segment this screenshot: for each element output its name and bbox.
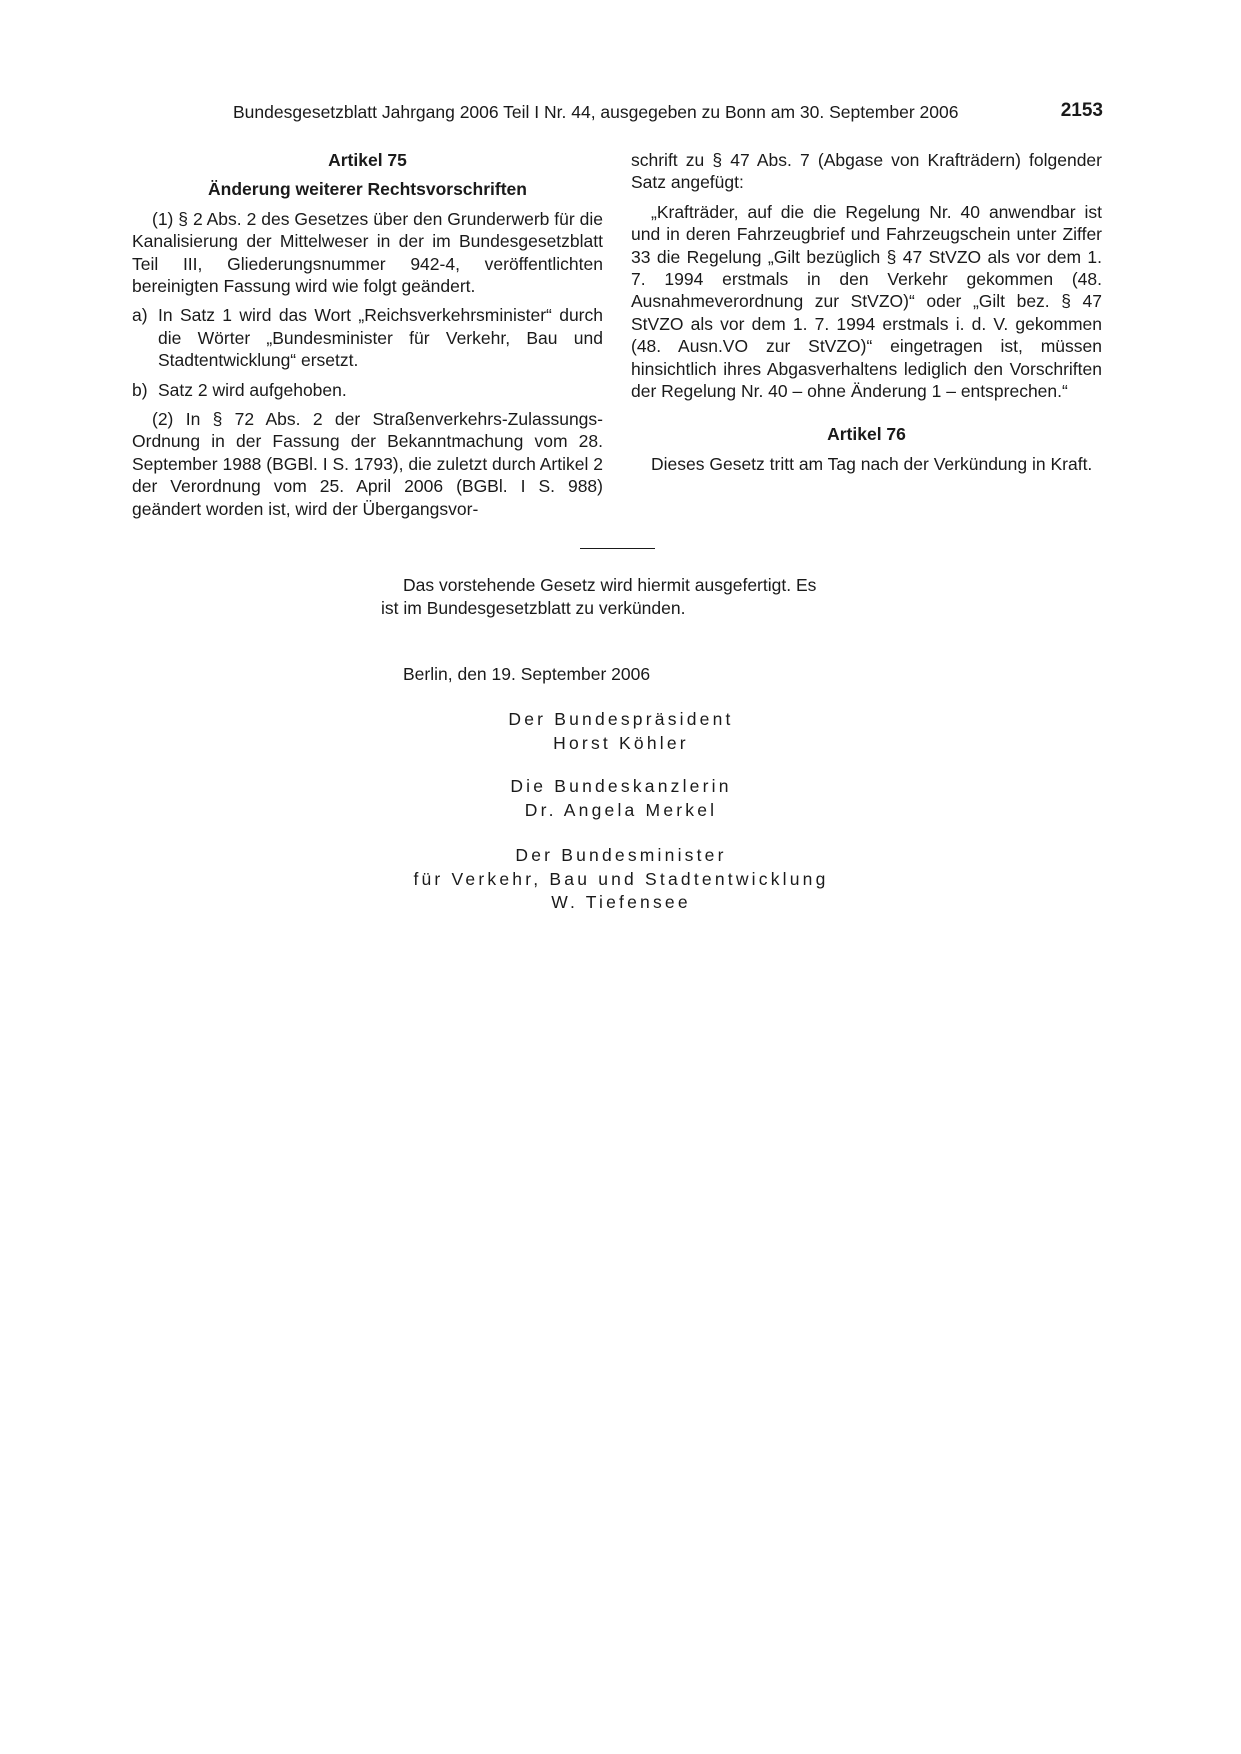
minister-portfolio: für Verkehr, Bau und Stadtentwicklung: [413, 868, 829, 889]
minister-title: Der Bundesminister: [515, 845, 727, 865]
article-75-paragraph-2: (2) In § 72 Abs. 2 der Straßenverkehrs-Zulassungs-Ordnung in der Fassung der Bekanntmachung vom 28. September 1988 (BGBl. I S. 1793), die zuletzt durch Artikel 2 der Verordnung vom 25. April 2006 (BGBl. I S. 988) geändert worden ist, wird der Übergangsvor-: [132, 409, 603, 519]
list-text-b: Satz 2 wird aufgehoben.: [158, 379, 347, 400]
chancellor-name: Dr. Angela Merkel: [524, 799, 718, 820]
article-75-paragraph-1: (1) § 2 Abs. 2 des Gesetzes über den Grunderwerb für die Kanalisierung der Mittelweser in der im Bundesgesetzblatt Teil III, Gliederungsnummer 942-4, veröffentlichten bereinigten Fassung wird wie folgt geändert.: [132, 208, 603, 297]
article-76-text: Dieses Gesetz tritt am Tag nach der Verkündung in Kraft.: [651, 453, 1093, 474]
place-date-line: Berlin, den 19. September 2006: [403, 664, 651, 684]
president-title: Der Bundespräsident: [508, 709, 734, 729]
promulgation-clause: [381, 574, 861, 620]
promulgation-line-1: Das vorstehende Gesetz wird hiermit ausgefertigt. Es: [403, 575, 817, 595]
spacer: [631, 409, 1102, 423]
list-text-a: In Satz 1 wird das Wort „Reichsverkehrsminister“ durch die Wörter „Bundesminister für Verkehr, Bau und Stadtentwicklung“ ersetzt.: [158, 305, 603, 371]
signature-president: [300, 708, 942, 755]
right-column: [631, 149, 1102, 482]
separator-rule: [580, 548, 655, 549]
article-76-title: Artikel 76: [827, 424, 906, 445]
signature-minister: [300, 844, 942, 915]
page-header: [233, 100, 1103, 130]
list-item-a: [132, 304, 603, 371]
article-75-subtitle: Änderung weiterer Rechtsvorschriften: [208, 179, 527, 200]
page-number: 2153: [1060, 100, 1103, 121]
promulgation-line-2: ist im Bundesgesetzblatt zu verkünden.: [381, 598, 686, 618]
chancellor-title: Die Bundeskanzlerin: [510, 776, 732, 796]
signature-chancellor: [300, 775, 942, 822]
list-item-b: [132, 379, 603, 401]
list-marker-a: a): [132, 305, 148, 326]
president-name: Horst Köhler: [553, 732, 689, 753]
article-75-title: Artikel 75: [328, 150, 407, 170]
quoted-provision: „Krafträder, auf die die Regelung Nr. 40 anwendbar ist und in deren Fahrzeugbrief und Fahrzeugschein unter Ziffer 33 die Regelung „Gilt bezüglich § 47 StVZO als vor dem 1. 7. 1994 erstmals in den Verkehr gekommen (48. Ausnahmeverordnung zur StVZO)“ oder „Gilt bez. § 47 StVZO als vor dem 1. 7. 1994 erstmals i. d. V. gekommen (48. Ausn.VO zur StVZO)“ eingetragen ist, müssen hinsichtlich ihres Abgasverhaltens lediglich den Vorschriften der Regelung Nr. 40 – ohne Änderung 1 – entsprechen.“: [631, 201, 1102, 402]
list-marker-b: b): [132, 379, 148, 400]
left-column: [132, 149, 603, 527]
paragraph-continuation: schrift zu § 47 Abs. 7 (Abgase von Krafträdern) folgender Satz angefügt:: [631, 150, 1102, 193]
running-head: Bundesgesetzblatt Jahrgang 2006 Teil I Nr. 44, ausgegeben zu Bonn am 30. September 2006: [233, 102, 959, 122]
minister-name: W. Tiefensee: [551, 892, 691, 912]
